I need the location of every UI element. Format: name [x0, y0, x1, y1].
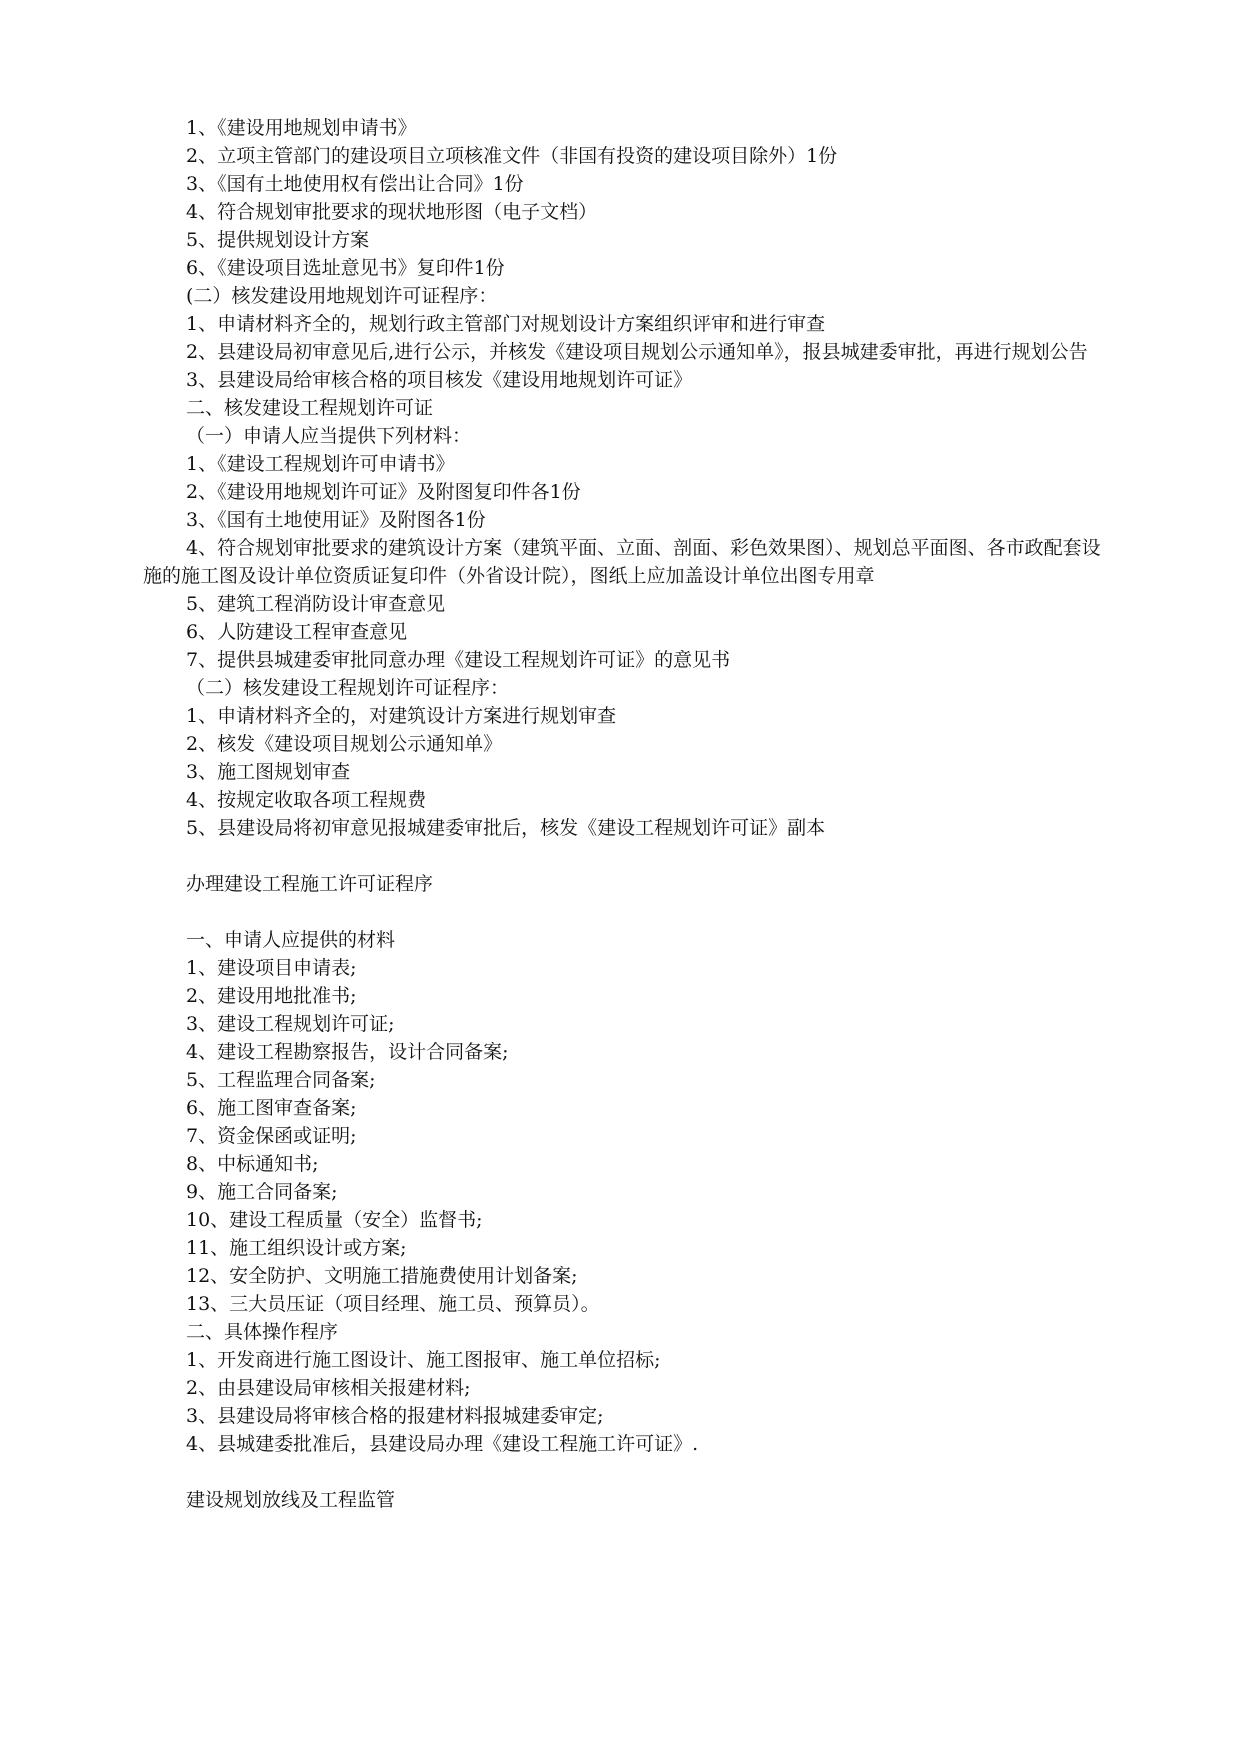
paragraph: 2、县建设局初审意见后,进行公示，并核发《建设项目规划公示通知单》，报县城建委审批，再进行规划公告: [186, 341, 1088, 363]
paragraph: 2、由县建设局审核相关报建材料;: [186, 1377, 471, 1399]
paragraph: 2、建设用地批准书;: [186, 985, 357, 1007]
paragraph: 3、《国有土地使用证》及附图各1份: [186, 509, 486, 531]
paragraph: 3、施工图规划审查: [186, 761, 351, 783]
paragraph: 5、提供规划设计方案: [186, 229, 370, 251]
blank-line: [143, 842, 1103, 870]
paragraph: 4、建设工程勘察报告，设计合同备案;: [186, 1041, 509, 1063]
paragraph: 3、《国有土地使用权有偿出让合同》1份: [186, 173, 524, 195]
paragraph: 二、核发建设工程规划许可证: [186, 397, 434, 419]
paragraph: 4、按规定收取各项工程规费: [186, 789, 427, 811]
paragraph: 1、《建设用地规划申请书》: [186, 117, 417, 139]
paragraph: 一、申请人应提供的材料: [186, 929, 396, 951]
paragraph: 2、立项主管部门的建设项目立项核准文件（非国有投资的建设项目除外）1份: [186, 145, 838, 167]
paragraph: 6、《建设项目选址意见书》复印件1份: [186, 257, 505, 279]
paragraph: 10、建设工程质量（安全）监督书;: [186, 1209, 483, 1231]
paragraph: 建设规划放线及工程监管: [186, 1489, 396, 1511]
paragraph: 7、资金保函或证明;: [186, 1125, 357, 1147]
paragraph: 4、符合规划审批要求的建筑设计方案（建筑平面、立面、剖面、彩色效果图）、规划总平面图、各市政配套设施的施工图及设计单位资质证复印件（外省设计院），图纸上应加盖设计单位出图专用章: [143, 537, 1101, 587]
blank-line: [143, 898, 1103, 926]
paragraph: 1、建设项目申请表;: [186, 957, 357, 979]
paragraph: 8、中标通知书;: [186, 1153, 319, 1175]
document-body: [143, 114, 1103, 1514]
paragraph: 5、县建设局将初审意见报城建委审批后，核发《建设工程规划许可证》副本: [186, 817, 826, 839]
paragraph: 1、《建设工程规划许可申请书》: [186, 453, 455, 475]
paragraph: 7、提供县城建委审批同意办理《建设工程规划许可证》的意见书: [186, 649, 731, 671]
paragraph: 5、工程监理合同备案;: [186, 1069, 376, 1091]
paragraph: 3、建设工程规划许可证;: [186, 1013, 395, 1035]
paragraph: 1、开发商进行施工图设计、施工图报审、施工单位招标;: [186, 1349, 661, 1371]
paragraph: 办理建设工程施工许可证程序: [186, 873, 434, 895]
blank-line: [143, 1458, 1103, 1486]
paragraph: 4、符合规划审批要求的现状地形图（电子文档）: [186, 201, 598, 223]
paragraph: （一）申请人应当提供下列材料：: [186, 425, 472, 447]
paragraph: （二）核发建设工程规划许可证程序：: [186, 677, 510, 699]
paragraph: 11、施工组织设计或方案;: [186, 1237, 407, 1259]
paragraph: 2、核发《建设项目规划公示通知单》: [186, 733, 503, 755]
paragraph: 1、申请材料齐全的，规划行政主管部门对规划设计方案组织评审和进行审查: [186, 313, 826, 335]
paragraph: 9、施工合同备案;: [186, 1181, 338, 1203]
paragraph: 6、人防建设工程审查意见: [186, 621, 408, 643]
paragraph: 12、安全防护、文明施工措施费使用计划备案;: [186, 1265, 578, 1287]
paragraph: 3、县建设局给审核合格的项目核发《建设用地规划许可证》: [186, 369, 693, 391]
paragraph: (二）核发建设用地规划许可证程序：: [186, 285, 498, 307]
paragraph: 5、建筑工程消防设计审查意见: [186, 593, 446, 615]
paragraph: 2、《建设用地规划许可证》及附图复印件各1份: [186, 481, 581, 503]
paragraph: 4、县城建委批准后，县建设局办理《建设工程施工许可证》.: [186, 1433, 699, 1455]
paragraph: 1、申请材料齐全的，对建筑设计方案进行规划审查: [186, 705, 617, 727]
paragraph: 13、三大员压证（项目经理、施工员、预算员）。: [186, 1293, 600, 1315]
paragraph: 二、具体操作程序: [186, 1321, 339, 1343]
paragraph: 6、施工图审查备案;: [186, 1097, 357, 1119]
paragraph: 3、县建设局将审核合格的报建材料报城建委审定;: [186, 1405, 604, 1427]
